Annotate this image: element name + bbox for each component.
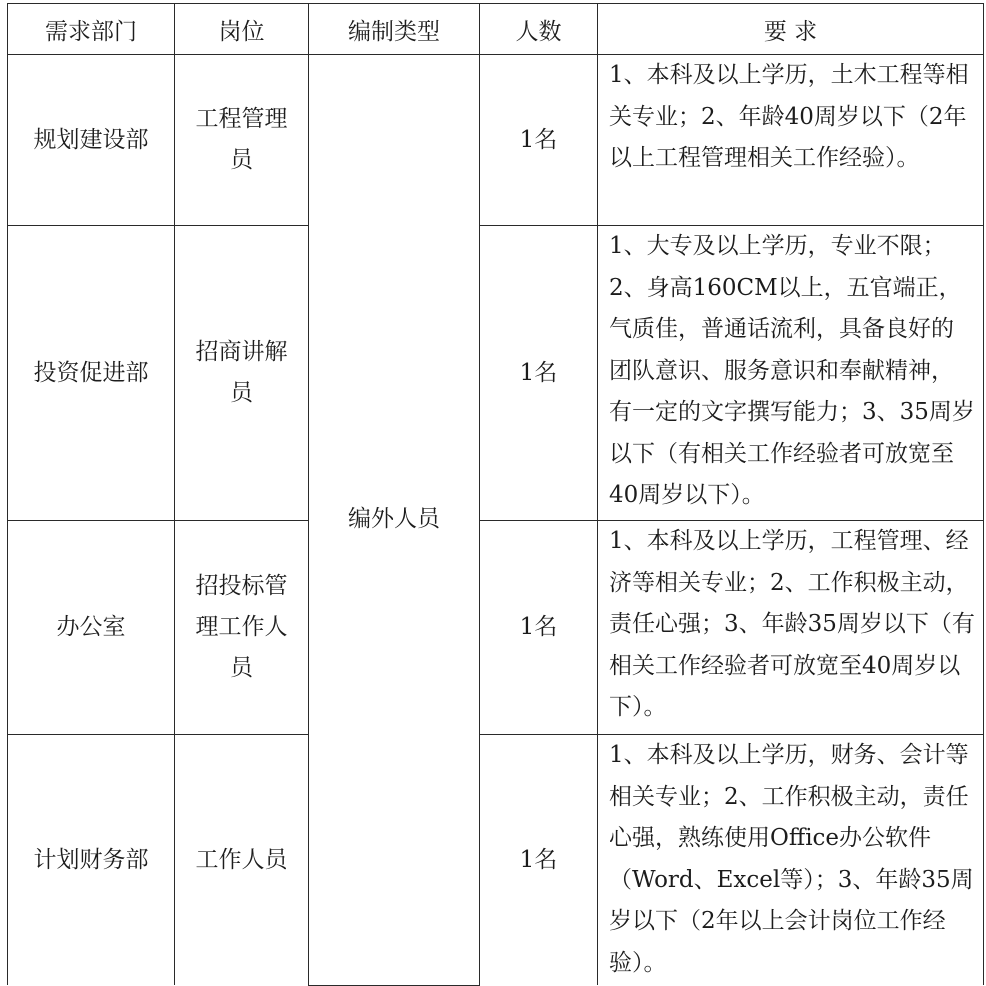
requirements-cell: 1、本科及以上学历，工程管理、经济等相关专业；2、工作积极主动，责任心强；3、年龄35周岁以下（有相关工作经验者可放宽至40周岁以下）。 (598, 521, 984, 735)
table-row (8, 226, 984, 521)
header-staffing-type: 编制类型 (309, 4, 480, 55)
recruitment-table (7, 3, 984, 986)
header-requirements: 要 求 (598, 4, 984, 55)
requirements-cell: 1、本科及以上学历，财务、会计等相关专业；2、工作积极主动，责任心强，熟练使用Office办公软件（Word、Excel等）；3、年龄35周岁以下（2年以上会计岗位工作经验）。 (598, 735, 984, 986)
count-cell: 1名 (480, 735, 598, 986)
position-cell: 招商讲解员 (175, 226, 309, 521)
header-count: 人数 (480, 4, 598, 55)
count-cell: 1名 (480, 55, 598, 226)
table-row (8, 55, 984, 226)
table-row (8, 735, 984, 986)
department-cell: 规划建设部 (8, 55, 175, 226)
department-cell: 办公室 (8, 521, 175, 735)
header-department: 需求部门 (8, 4, 175, 55)
department-cell: 投资促进部 (8, 226, 175, 521)
position-cell: 工程管理员 (175, 55, 309, 226)
staffing-type-cell: 编外人员 (309, 55, 480, 986)
requirements-cell: 1、大专及以上学历，专业不限；2、身高160CM以上，五官端正，气质佳，普通话流利，具备良好的团队意识、服务意识和奉献精神，有一定的文字撰写能力；3、35周岁以下（有相关工作经验者可放宽至40周岁以下）。 (598, 226, 984, 521)
requirements-cell: 1、本科及以上学历，土木工程等相关专业；2、年龄40周岁以下（2年以上工程管理相关工作经验）。 (598, 55, 984, 226)
table-row (8, 521, 984, 735)
table-header-row (8, 4, 984, 55)
count-cell: 1名 (480, 226, 598, 521)
department-cell: 计划财务部 (8, 735, 175, 986)
header-position: 岗位 (175, 4, 309, 55)
position-cell: 招投标管理工作人员 (175, 521, 309, 735)
count-cell: 1名 (480, 521, 598, 735)
position-cell: 工作人员 (175, 735, 309, 986)
